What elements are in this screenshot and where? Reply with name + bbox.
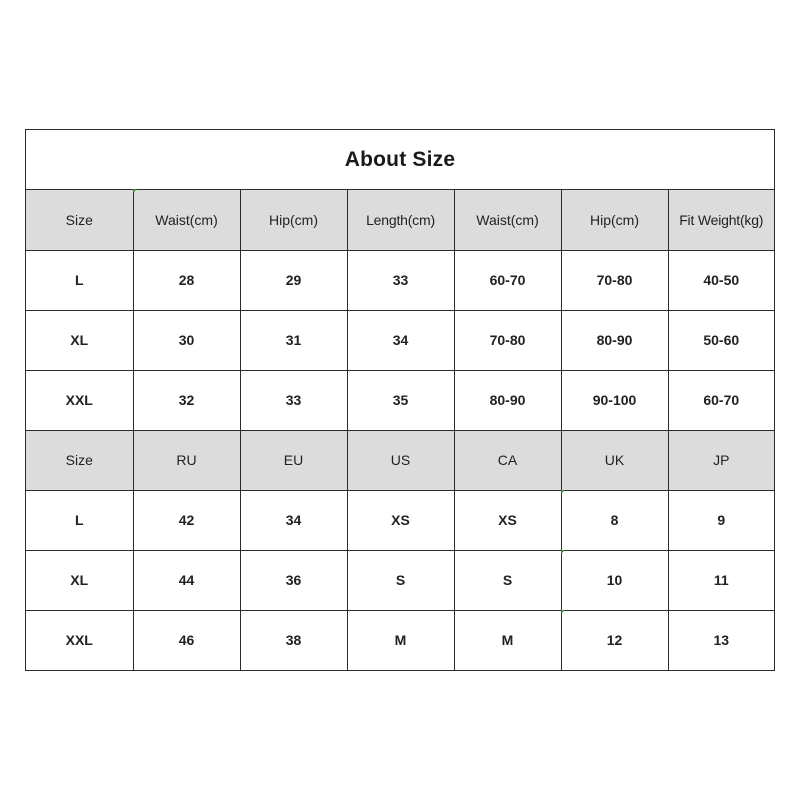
- table-cell: 30: [133, 310, 240, 370]
- table-cell: 70-80: [561, 250, 668, 310]
- header-cell: Fit Weight(kg): [668, 190, 774, 250]
- table-cell: XS: [454, 490, 561, 550]
- table-cell: 40-50: [668, 250, 774, 310]
- corner-marker: [561, 490, 565, 494]
- cell-value: 12: [606, 632, 623, 649]
- table-cell: 90-100: [561, 370, 668, 430]
- table-cell: 36: [240, 550, 347, 610]
- table-cell: 46: [133, 610, 240, 670]
- header-cell: JP: [668, 430, 774, 490]
- table-cell: 33: [240, 370, 347, 430]
- table-cell: S: [454, 550, 561, 610]
- table-row: [26, 550, 774, 610]
- table-cell: M: [454, 610, 561, 670]
- table-cell: 28: [133, 250, 240, 310]
- table-row: [26, 310, 774, 370]
- table-cell: M: [347, 610, 454, 670]
- table-cell: 34: [347, 310, 454, 370]
- table-cell: XL: [26, 550, 133, 610]
- header-cell: UK: [561, 430, 668, 490]
- chart-title: About Size: [344, 147, 456, 171]
- header-cell: Waist(cm): [454, 190, 561, 250]
- header-cell: Length(cm): [347, 190, 454, 250]
- table-cell: 34: [240, 490, 347, 550]
- table-cell: 44: [133, 550, 240, 610]
- table-cell: XS: [347, 490, 454, 550]
- header-cell: RU: [133, 430, 240, 490]
- table-cell: S: [347, 550, 454, 610]
- table-row: [26, 610, 774, 670]
- table-row: [26, 490, 774, 550]
- header-cell: Size: [26, 190, 133, 250]
- table-cell: 42: [133, 490, 240, 550]
- table-cell: 80-90: [454, 370, 561, 430]
- header-cell: Hip(cm): [561, 190, 668, 250]
- corner-marker: [133, 189, 137, 193]
- table-cell: XXL: [26, 610, 133, 670]
- header-cell: Hip(cm): [240, 190, 347, 250]
- table-cell: L: [26, 490, 133, 550]
- header-cell: [133, 190, 240, 250]
- header-cell: US: [347, 430, 454, 490]
- table-cell: 35: [347, 370, 454, 430]
- header-label: Waist(cm): [155, 211, 218, 228]
- table-cell: L: [26, 250, 133, 310]
- table-cell: [561, 490, 668, 550]
- table-cell: XXL: [26, 370, 133, 430]
- table-cell: 60-70: [454, 250, 561, 310]
- header-cell: EU: [240, 430, 347, 490]
- header-cell: Size: [26, 430, 133, 490]
- table-cell: 80-90: [561, 310, 668, 370]
- header-cell: CA: [454, 430, 561, 490]
- table-row: [26, 370, 774, 430]
- measurement-header-row: [26, 190, 774, 250]
- table-cell: 60-70: [668, 370, 774, 430]
- conversion-header-row: [26, 430, 774, 490]
- table-cell: 9: [668, 490, 774, 550]
- table-cell: 50-60: [668, 310, 774, 370]
- table-cell: [561, 550, 668, 610]
- size-chart: [25, 129, 775, 671]
- table-cell: 38: [240, 610, 347, 670]
- table-cell: 29: [240, 250, 347, 310]
- cell-value: 8: [610, 512, 619, 528]
- table-cell: 11: [668, 550, 774, 610]
- table-row: [26, 250, 774, 310]
- table-cell: 31: [240, 310, 347, 370]
- corner-marker: [561, 610, 565, 614]
- corner-marker: [561, 550, 565, 554]
- table-cell: 70-80: [454, 310, 561, 370]
- size-table: [26, 190, 774, 670]
- table-cell: 13: [668, 610, 774, 670]
- table-cell: [561, 610, 668, 670]
- table-cell: 33: [347, 250, 454, 310]
- cell-value: 10: [606, 572, 623, 588]
- table-cell: XL: [26, 310, 133, 370]
- table-cell: 32: [133, 370, 240, 430]
- title-row: [26, 130, 774, 190]
